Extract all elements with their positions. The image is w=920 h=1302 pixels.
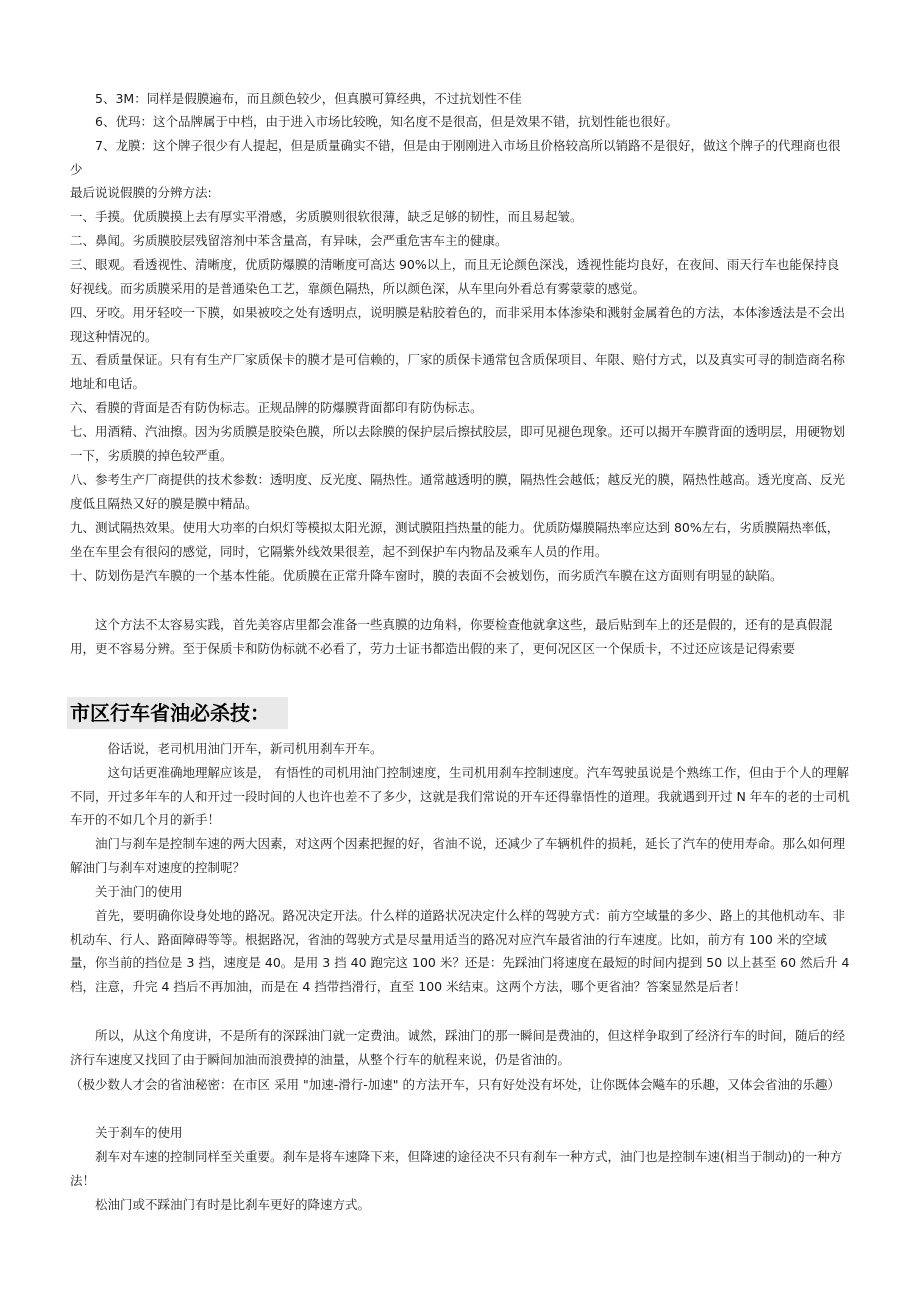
paragraph-saying: 俗话说，老司机用油门开车，新司机用刹车开车。 [70,741,383,756]
paragraph-fake-intro: 最后说说假膜的分辨方法: [70,185,212,200]
list-item-smell: 二、鼻闻。劣质膜胶层残留溶剂中苯含量高，有异味，会严重危害车主的健康。 [70,233,508,248]
paragraph-road-conditions: 首先，要明确你设身处地的路况。路况决定开法。什么样的道路状况决定什么样的驾驶方式：前方空域量的多少、路上的其他机动车、非机动车、行人、路面障碍等等。根据路况，省油的驾驶方式是尽量用适当的路况对应汽车最省油的行车速度。比如，前方有 100 米的空域量，你当前的挡位是 3 挡，速度是 40。是用 3 挡 40 跑完这 100 米？还是：先踩油门将速度在最短的时间内提到 50 以上甚至 60 然后升 4 档，注意，升完 4 挡后不再加油，而是在 4 挡带挡滑行，直至 100 米结束。这两个方法，哪个更省油？答案显然是后者！ [70,908,850,994]
list-item-bite: 四、牙咬。用牙轻咬一下膜，如果被咬之处有透明点，说明膜是粘胶着色的，而非采用本体渗染和溅射金属着色的方法，本体渗透法是不会出现这种情况的。 [70,305,846,344]
paragraph-brand-youma: 6、优玛：这个品牌属于中档，由于进入市场比较晚，知名度不是很高，但是效果不错，抗划性能也很好。 [70,114,678,129]
list-item-touch: 一、手摸。优质膜摸上去有厚实平滑感，劣质膜则很软很薄，缺乏足够的韧性，而且易起皱。 [70,209,583,224]
list-item-anti-fake: 六、看膜的背面是否有防伪标志。正规品牌的防爆膜背面都印有防伪标志。 [70,400,483,415]
paragraph-brand-longmo: 7、龙膜：这个牌子很少有人提起，但是质量确实不错，但是由于刚刚进入市场且价格较高所以销路不是很好，做这个牌子的代理商也很少 [70,138,841,177]
list-item-alcohol: 七、用酒精、汽油擦。因为劣质膜是胶染色膜，所以去除膜的保护层后擦拭胶层，即可见褪色现象。还可以揭开车膜背面的透明层，用硬物划一下，劣质膜的掉色较严重。 [70,424,846,463]
paragraph-conclusion: 所以，从这个角度讲，不是所有的深踩油门就一定费油。诚然，踩油门的那一瞬间是费油的，但这样争取到了经济行车的时间，随后的经济行车速度又找回了由于瞬间加油而浪费掉的油量，从整个行车的航程来说，仍是省油的。 [70,1028,846,1067]
paragraph-practice-note: 这个方法不太容易实践，首先美容店里都会准备一些真膜的边角料，你要检查他就拿这些，最后贴到车上的还是假的，还有的是真假混用，更不容易分辨。至于保质卡和防伪标就不必看了，劳力士证书都造出假的来了，更何况区区一个保质卡，不过还应该是记得索要 [70,617,833,656]
paragraph-brake-control: 刹车对车速的控制同样至关重要。刹车是将车速降下来，但降速的途径决不只有刹车一种方式，油门也是控制车速(相当于制动)的一种方法！ [70,1149,843,1188]
list-item-heat-test: 九、测试隔热效果。使用大功率的白炽灯等模拟太阳光源，测试膜阻挡热量的能力。优质防爆膜隔热率应达到 80%左右，劣质膜隔热率低，坐在车里会有很闷的感觉，同时，它隔紫外线效果很差，起不到保护车内物品及乘车人员的作用。 [70,520,840,559]
subheading-brake: 关于刹车的使用 [70,1125,183,1140]
list-item-params: 八、参考生产厂商提供的技术参数：透明度、反光度、隔热性。通常越透明的膜，隔热性会越低；越反光的膜，隔热性越高。透光度高、反光度低且隔热又好的膜是膜中精品。 [70,472,846,511]
section-heading: 市区行车省油必杀技： [67,697,288,729]
paragraph-secret-tip: （极少数人才会的省油秘密：在市区 采用 "加速-滑行-加速" 的方法开车，只有好处没有坏处，让你既体会飚车的乐趣，又体会省油的乐趣） [70,1077,840,1092]
list-item-warranty: 五、看质量保证。只有有生产厂家质保卡的膜才是可信赖的，厂家的质保卡通常包含质保项目、年限、赔付方式，以及真实可寻的制造商名称地址和电话。 [70,352,846,391]
subheading-throttle: 关于油门的使用 [70,884,183,899]
list-item-scratch: 十、防划伤是汽车膜的一个基本性能。优质膜在正常升降车窗时，膜的表面不会被划伤，而劣质汽车膜在这方面则有明显的缺陷。 [70,568,783,583]
paragraph-brand-3m: 5、3M：同样是假膜遍布，而且颜色较少，但真膜可算经典，不过抗划性不佳 [70,91,522,106]
paragraph-release-throttle: 松油门或不踩油门有时是比刹车更好的降速方式。 [70,1197,371,1212]
paragraph-two-factors: 油门与刹车是控制车速的两大因素，对这两个因素把握的好，省油不说，还减少了车辆机件的损耗，延长了汽车的使用寿命。那么如何理解油门与刹车对速度的控制呢？ [70,836,846,875]
list-item-look: 三、眼观。看透视性、清晰度，优质防爆膜的清晰度可高达 90%以上，而且无论颜色深浅，透视性能均良好，在夜间、雨天行车也能保持良好视线。而劣质膜采用的是普通染色工艺，靠颜色隔热，所以颜色深，从车里向外看总有雾蒙蒙的感觉。 [70,257,840,296]
paragraph-understanding: 这句话更准确地理解应该是， 有悟性的司机用油门控制速度，生司机用刹车控制速度。汽车驾驶虽说是个熟练工作，但由于个人的理解不同，开过多年车的人和开过一段时间的人也许也差不了多少，这就是我们常说的开车还得靠悟性的道理。我就遇到开过 N 年车的老的士司机车开的不如几个月的新手！ [70,765,850,828]
